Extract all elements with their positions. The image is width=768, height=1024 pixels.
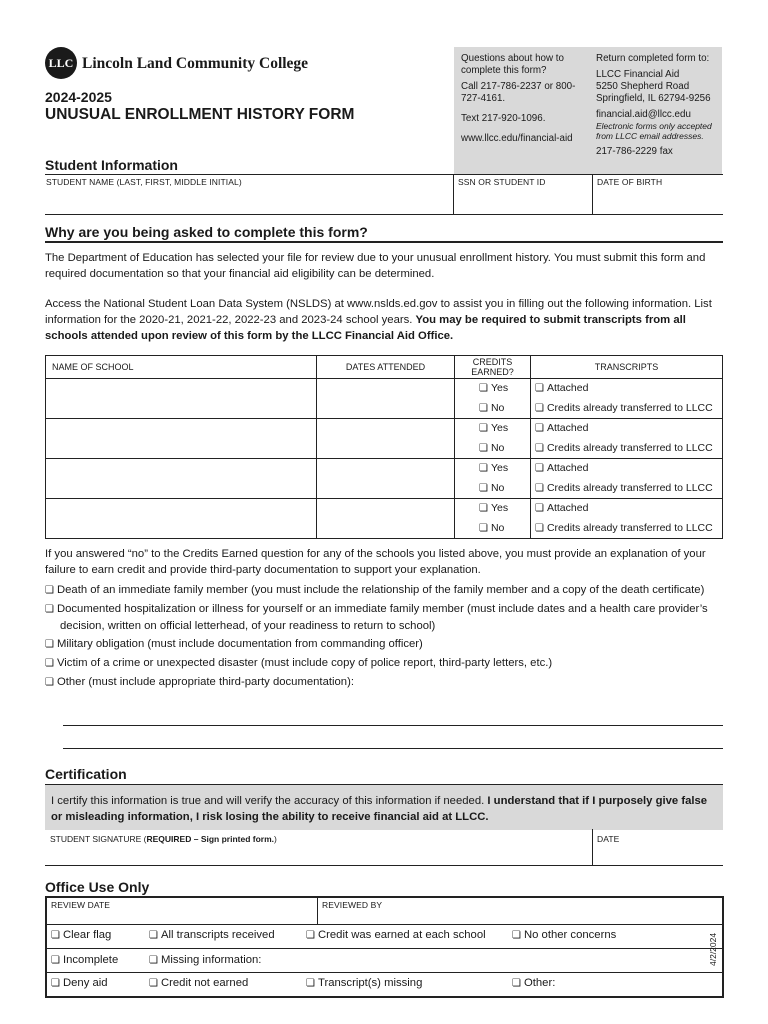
certification-text [45, 785, 723, 825]
transcripts-missing-checkbox[interactable]: ❏ Transcript(s) missing [306, 977, 422, 989]
credits-no-checkbox[interactable]: ❏ No [475, 439, 530, 459]
reason-death-checkbox[interactable]: ❏ Death of an immediate family member (you must include the relationship of the family member and a copy of the death certificate) [45, 582, 725, 599]
transcript-attached-checkbox[interactable]: ❏ Attached [531, 499, 722, 519]
col-credits-earned: CREDITS EARNED? [455, 356, 531, 379]
certification-text-bold: I understand that if I purposely give false or misleading information, I risk losing the ability to receive financial aid at LLCC. [51, 795, 708, 823]
transcript-attached-checkbox[interactable]: ❏ Attached [531, 419, 722, 439]
reason-hospitalization-checkbox[interactable]: ❏ Documented hospitalization or illness for yourself or an immediate family member (must include dates and a health care provider’s decision, written on official letterhead, of your readiness to return to school) [45, 601, 725, 634]
certification-box [45, 784, 723, 830]
schools-table-header [46, 356, 723, 379]
dates-attended-cell[interactable] [317, 379, 455, 419]
revision-date: 4/2/2024 [708, 932, 718, 966]
transcript-transferred-checkbox[interactable]: ❏ Credits already transferred to LLCC [531, 399, 722, 419]
credits-no-checkbox[interactable]: ❏ No [475, 399, 530, 419]
signature-label-c: ) [274, 834, 277, 844]
deny-aid-checkbox[interactable]: ❏ Deny aid [51, 977, 108, 989]
student-name-field[interactable]: STUDENT NAME (LAST, FIRST, MIDDLE INITIAL) [46, 177, 242, 187]
transcript-transferred-checkbox[interactable]: ❏ Credits already transferred to LLCC [531, 439, 722, 459]
explanation-intro: If you answered “no” to the Credits Earned question for any of the schools you listed above, you must provide an explanation of your failure to earn credit and provide third-party documentation to support your explanation. [45, 548, 706, 576]
office-fax: 217-786-2229 fax [596, 146, 673, 157]
contact-box [454, 47, 722, 174]
schools-table [45, 355, 723, 539]
contact-text: Text 217-920-1096. [461, 113, 546, 124]
credits-no-checkbox[interactable]: ❏ No [475, 519, 530, 539]
transcript-transferred-checkbox[interactable]: ❏ Credits already transferred to LLCC [531, 519, 722, 539]
office-street: 5250 Shepherd Road [596, 81, 690, 92]
reason-military-checkbox[interactable]: ❏ Military obligation (must include documentation from commanding officer) [45, 636, 725, 653]
col-transcripts: TRANSCRIPTS [531, 356, 723, 379]
why-paragraph-1: The Department of Education has selected your file for review due to your unusual enrollment history. You must submit this form and required documentation so that your financial aid eligibility can be determined. [45, 252, 706, 280]
reason-crime-checkbox[interactable]: ❏ Victim of a crime or unexpected disaster (must include copy of police report, third-party letters, etc.) [45, 655, 725, 672]
review-date-field[interactable]: REVIEW DATE [51, 900, 111, 910]
school-row [46, 459, 723, 499]
signature-label-b: REQUIRED – Sign printed form. [146, 834, 275, 844]
office-name: LLCC Financial Aid [596, 69, 680, 80]
missing-information-checkbox[interactable]: ❏ Missing information: [149, 954, 261, 966]
school-name-cell[interactable] [46, 419, 317, 459]
credit-not-earned-checkbox[interactable]: ❏ Credit not earned [149, 977, 248, 989]
explanation-list [45, 582, 725, 691]
signature-field[interactable] [45, 829, 591, 865]
email-note: Electronic forms only accepted from LLCC email addresses. [596, 121, 712, 141]
dates-attended-cell[interactable] [317, 499, 455, 539]
school-row [46, 419, 723, 459]
certification-heading: Certification [45, 766, 127, 782]
transcript-transferred-checkbox[interactable]: ❏ Credits already transferred to LLCC [531, 479, 722, 499]
clear-flag-checkbox[interactable]: ❏ Clear flag [51, 929, 111, 941]
ssn-field[interactable]: SSN OR STUDENT ID [458, 177, 546, 187]
credits-yes-checkbox[interactable]: ❏ Yes [475, 419, 530, 439]
college-name: Lincoln Land Community College [82, 55, 309, 72]
transcript-attached-checkbox[interactable]: ❏ Attached [531, 379, 722, 399]
why-paragraph-2 [45, 296, 725, 344]
credits-yes-checkbox[interactable]: ❏ Yes [475, 379, 530, 399]
credit-earned-each-school-checkbox[interactable]: ❏ Credit was earned at each school [306, 929, 486, 941]
dob-field[interactable]: DATE OF BIRTH [597, 177, 663, 187]
dates-attended-cell[interactable] [317, 459, 455, 499]
contact-call: Call 217-786-2237 or 800-727-4161. [461, 81, 576, 104]
school-row [46, 499, 723, 539]
credits-no-checkbox[interactable]: ❏ No [475, 479, 530, 499]
certification-text-plain: I certify this information is true and will verify the accuracy of this information if needed. [51, 795, 488, 807]
reviewed-by-field[interactable]: REVIEWED BY [322, 900, 383, 910]
transcript-attached-checkbox[interactable]: ❏ Attached [531, 459, 722, 479]
signature-label-a: STUDENT SIGNATURE ( [50, 834, 147, 844]
why-paragraph-2-plain: Access the National Student Loan Data System (NSLDS) at www.nslds.ed.gov to assist you in filling out the following information. List information for the 2020-21, 2021-22, 2022-23 and 2023-24 school years. [45, 298, 712, 326]
other-checkbox[interactable]: ❏ Other: [512, 977, 555, 989]
school-row [46, 379, 723, 419]
office-city: Springfield, IL 62794-9256 [596, 93, 711, 104]
page-title: UNUSUAL ENROLLMENT HISTORY FORM [45, 106, 355, 123]
contact-web[interactable]: www.llcc.edu/financial-aid [461, 133, 573, 144]
col-name-of-school: NAME OF SCHOOL [46, 356, 317, 379]
signature-date-field[interactable]: DATE [597, 834, 620, 844]
school-name-cell[interactable] [46, 379, 317, 419]
student-info-heading: Student Information [45, 157, 178, 173]
credits-yes-checkbox[interactable]: ❏ Yes [475, 459, 530, 479]
why-heading: Why are you being asked to complete this form? [45, 224, 368, 240]
dates-attended-cell[interactable] [317, 419, 455, 459]
office-use-box [45, 896, 724, 998]
office-email[interactable]: financial.aid@llcc.edu [596, 109, 691, 120]
col-dates-attended: DATES ATTENDED [317, 356, 455, 379]
contact-questions: Questions about how to complete this form? [461, 53, 564, 76]
all-transcripts-received-checkbox[interactable]: ❏ All transcripts received [149, 929, 275, 941]
logo-letters: LLC [48, 56, 74, 70]
no-other-concerns-checkbox[interactable]: ❏ No other concerns [512, 929, 616, 941]
credits-yes-checkbox[interactable]: ❏ Yes [475, 499, 530, 519]
return-label: Return completed form to: [596, 53, 710, 64]
reason-other-checkbox[interactable]: ❏ Other (must include appropriate third-party documentation): [45, 674, 725, 691]
school-name-cell[interactable] [46, 459, 317, 499]
why-paragraph-2-bold: You may be required to submit transcripts from all schools attended upon review of this form by the LLCC Financial Aid Office. [45, 314, 686, 342]
office-use-heading: Office Use Only [45, 879, 150, 895]
school-name-cell[interactable] [46, 499, 317, 539]
other-explanation-line-2[interactable] [63, 748, 723, 749]
other-explanation-line-1[interactable] [63, 725, 723, 726]
incomplete-checkbox[interactable]: ❏ Incomplete [51, 954, 118, 966]
college-logo [45, 47, 77, 79]
form-year: 2024-2025 [45, 89, 112, 105]
